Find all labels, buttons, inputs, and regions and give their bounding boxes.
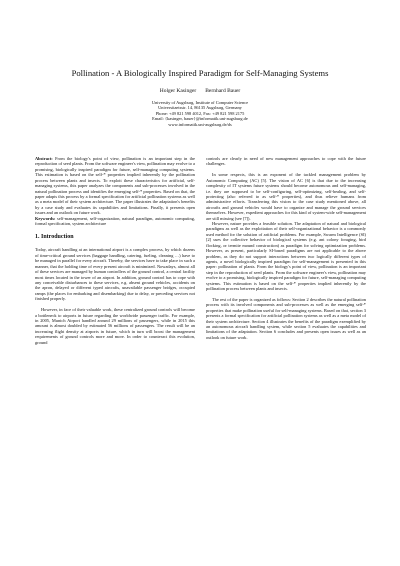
body-paragraph: Today, aircraft handling at an international airport is a complex process, by which dozens of time-critical ground services (baggage handling, catering, fueling, cleaning …) have to be managed in parallel for every aircraft. Thereby, the services have to take place in such a manner, that the holding time of every present aircraft is minimized. Nowadays, almost all of these services are managed by human controllers of the ground control, a central facility most times located in the tower of an airport. In addition, ground control has to cope with any conceivable disturbances to these services, e.g. absent ground vehicles, accidents on the apron, delayed or different typed aircrafts, unavailable passenger bridges, occupied ramps (the places for embarking and disembarking) due to delay, or preceding services not finished properly. [35, 247, 195, 302]
left-column [35, 156, 195, 345]
section-heading: 1. Introduction [35, 234, 74, 241]
affiliation-block [0, 100, 400, 127]
author-line [0, 88, 400, 95]
body-paragraph: The rest of the paper is organized as follows: Section 2 describes the natural pollination process with its involved components and sub-processes as well as the emerging self-* properties that make pollination useful for self-managing systems. Based on that, section 3 presents a formal specification for artificial pollination systems as well as a meta model of their system architecture. Section 4 illustrates the benefits of the paradigm exemplified by an autonomous aircraft handling system, while section 5 evaluates the capabilities and limitations of the adaptation. Section 6 concludes and presents open issues as well as an outlook on future work. [206, 296, 366, 340]
body-paragraph: However, in face of their valuable work, these centralized ground controls will become a bottleneck to airports in future regarding the worldwide passenger traffic. For example, in 2005, Munich Airport handled around 29 millions of passengers, while in 2015 this amount is almost doubled by estimated 56 millions of passengers. The result will be an increasing flight density at airports in future, which in turn will boost the management requirements of ground controls more and more. In order to counteract this evolution, ground [35, 307, 195, 345]
abstract [35, 156, 195, 216]
author-name: Holger Kasinger [159, 88, 197, 94]
affiliation-line: Phone: +49 821 598 4012, Fax: +49 821 598 2175 [155, 110, 245, 116]
affiliation-line: Universitaetsstr. 14, 86135 Augsburg, Germany [158, 105, 242, 111]
abstract-text: From the biology's point of view, pollination is an important step in the reproduction of seed plants. From the software engineer's view, pollination may evolve to a promising, biologically inspired paradigm for future, self-managing computing systems. This estimation is based on the self-* properties implied inherently by the pollination process between plants and insects. To exploit these characteristics for artificial, self-managing systems, this paper analyzes the components and sub-processes involved in the natural pollination process and identifies the emerging self-* properties. Based on that, the paper adapts this process by a formal specification for artificial pollination systems as well as a meta model of their system architecture. The paper illustrates the adaptation's benefits by a case study and evaluates its capabilities and limitations. Finally, it presents open issues and an outlook on future work. [35, 156, 195, 216]
body-paragraph: controls are clearly in need of new management approaches to cope with the future challenges. [206, 156, 366, 167]
author-name: Bernhard Bauer [205, 88, 241, 94]
affiliation-line: www.informatik.uni-augsburg.de/ds [168, 121, 232, 127]
keywords [35, 216, 195, 227]
right-column [206, 156, 366, 340]
abstract-label: Abstract: [35, 156, 53, 161]
body-paragraph: In some respects, this is an exponent of the tackled management problem by Autonomic Computing (AC) [5]. The vision of AC [6] is that due to the increasing complexity of IT systems future systems should become autonomous and self-managing, i.e. they are supposed to be self-configuring, self-optimizing, self-healing, and self-protecting (also referred to as self-* properties), and thus relieve humans from administrative efforts. Transferring this vision to the case study mentioned above, all aircrafts and ground vehicles would have to organize and manage the ground services themselves. However, expedient approaches for this kind of system-wide self-management are still missing (see [7]). [206, 172, 366, 221]
affiliation-line: University of Augsburg, Institute of Computer Science [151, 100, 249, 105]
keywords-label: Keywords: [35, 215, 56, 221]
keywords-text: self-management, self-organization, natural paradigm, autonomic computing, formal specification, system architecture [35, 215, 195, 227]
body-paragraph: However, nature provides a feasible solution. The adaptation of natural and biological paradigms as well as the exploitation of their self-organizational behavior is a commonly used method for the solution of artificial problems. For example, Swarm Intelligence (SI) [2] uses the collective behavior of biological systems (e.g. ant colony foraging, bird flocking, or termite mound construction) as paradigm for solving optimization problems. However, as present, particularly SI-based paradigms are not applicable to the above problem, as they do not support interactions between two logically different types of agents, a novel biologically inspired paradigm for self-management is presented in this paper: pollination of plants. From the biology's point of view, pollination is an important step in the reproduction of seed plants. From the software engineer's view, pollination may evolve to a promising, biologically inspired paradigm for future, self-managing computing systems. This estimation is based on the self-* properties implied inherently by the pollination process between plants and insects. [206, 221, 366, 292]
paper-title: Pollination - A Biologically Inspired Paradigm for Self-Managing Systems [71, 68, 329, 78]
affiliation-line: Email: {kasinger, bauer}@informatik.uni-augsburg.de [152, 116, 248, 122]
